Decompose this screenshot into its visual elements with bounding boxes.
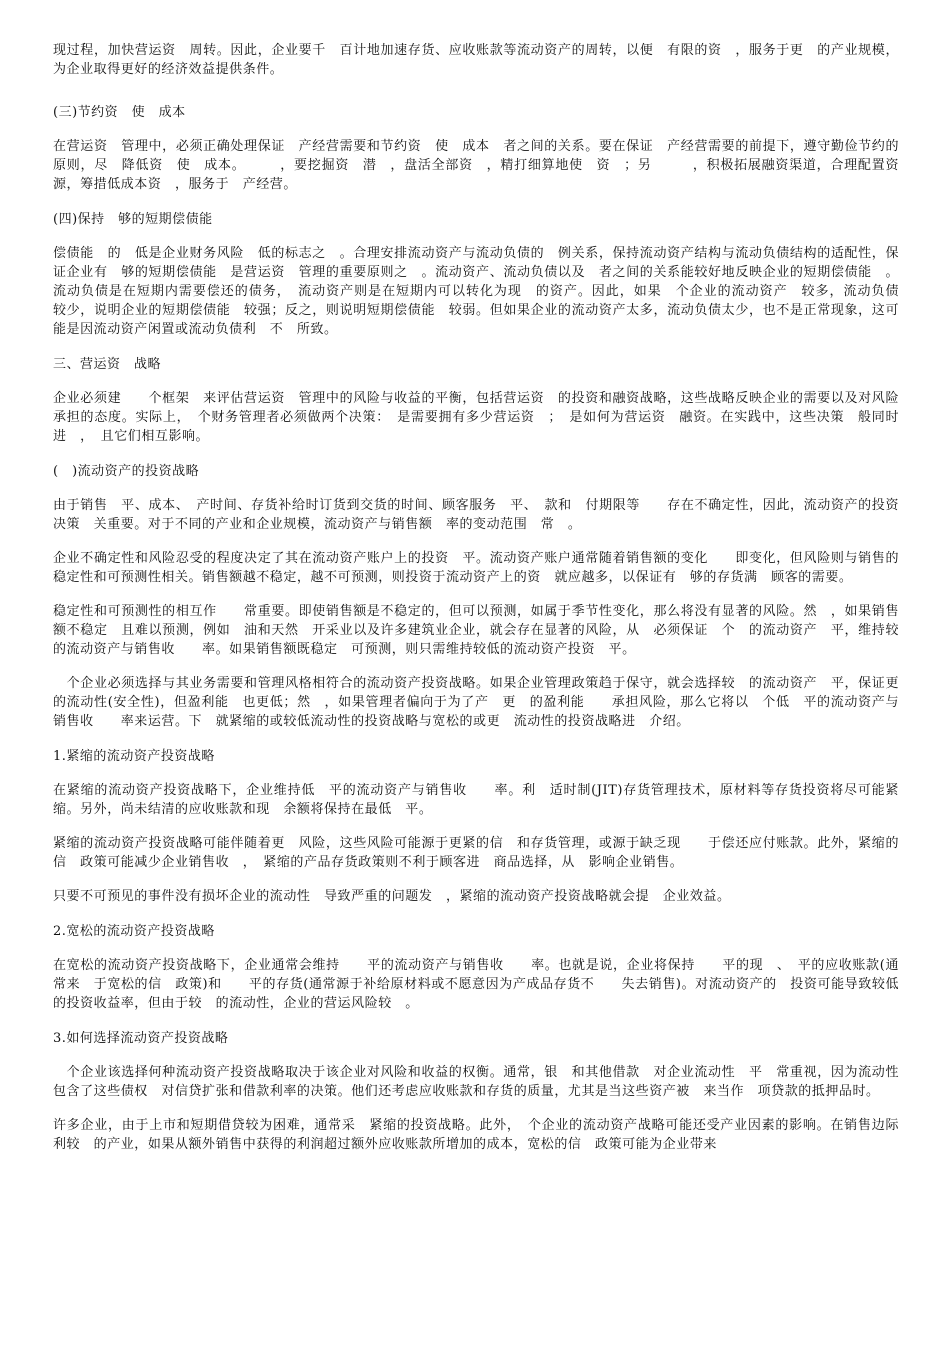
paragraph-strategy-framework: 企业必须建 个框架 来评估营运资 管理中的风险与收益的平衡，包括营运资 的投资和融资战略，这些战略反映企业的需要以及对风险承担的态度。实际上， 个财务管理者必须做两个决策： 是需要拥有多少营运资 ； 是如何为营运资 融资。在实践中，这些决策 般同时进 ， 且它们相互影响。 <box>53 391 899 444</box>
paragraph-risk-tolerance: 企业不确定性和风险忍受的程度决定了其在流动资产账户上的投资 平。流动资产账户通常随着销售额的变化 即变化，但风险则与销售的稳定性和可预测性相关。销售额越不稳定，越不可预测，则投资于流动资产上的资 就应越多，以保证有 够的存货满 顾客的需要。 <box>53 551 899 585</box>
document-page <box>53 41 913 1154</box>
paragraph-capital-cost: 在营运资 管理中，必须正确处理保证 产经营需要和节约资 使 成本 者之间的关系。要在保证 产经营需要的前提下，遵守勤俭节约的原则，尽 降低资 使 成本。 ，要挖掘资 潜 ，盘活全部资 ，精打细算地使 资 ；另 ，积极拓展融资渠道，合理配置资源，筹措低成本资 ，服务于 产经营。 <box>53 139 899 192</box>
heading-how-to-choose: 3.如何选择流动资产投资战略 <box>53 1031 229 1046</box>
paragraph-tight-definition: 在紧缩的流动资产投资战略下，企业维持低 平的流动资产与销售收 率。利 适时制(JIT)存货管理技术，原材料等存货投资将尽可能紧缩。另外，尚未结清的应收账款和现 余额将保持在最低 平。 <box>53 783 899 817</box>
heading-working-capital-strategy: 三、营运资 战略 <box>53 357 162 372</box>
heading-save-capital-cost: (三)节约资 使 成本 <box>53 105 186 120</box>
paragraph-tight-benefit: 只要不可预见的事件没有损坏企业的流动性 导致严重的问题发 ，紧缩的流动资产投资战略就会提 企业效益。 <box>53 889 731 904</box>
heading-relaxed-strategy: 2.宽松的流动资产投资战略 <box>53 924 215 939</box>
paragraph-industry-factors: 许多企业，由于上市和短期借贷较为困难，通常采 紧缩的投资战略。此外， 个企业的流动资产战略可能还受产业因素的影响。在销售边际 利较 的产业，如果从额外销售中获得的利润超过额外应收账款所增加的成本，宽松的信 政策可能为企业带来 <box>53 1118 913 1152</box>
paragraph-tradeoff: 个企业该选择何种流动资产投资战略取决于该企业对风险和收益的权衡。通常，银 和其他借款 对企业流动性 平 常重视，因为流动性包含了这些债权 对信贷扩张和借款利率的决策。他们还考虑应收账款和存货的质量，尤其是当这些资产被 来当作 项贷款的抵押品时。 <box>53 1065 899 1099</box>
paragraph-working-capital-turnover: 现过程，加快营运资 周转。因此，企业要千 百计地加速存货、应收账款等流动资产的周转，以便 有限的资 ，服务于更 的产业规模，为企业取得更好的经济效益提供条件。 <box>53 43 899 77</box>
paragraph-solvency: 偿债能 的 低是企业财务风险 低的标志之 。合理安排流动资产与流动负债的 例关系，保持流动资产结构与流动负债结构的适配性，保证企业有 够的短期偿债能 是营运资 管理的重要原则之 。流动资产、流动负债以及 者之间的关系能较好地反映企业的短期偿债能 。流动负债是在短期内需要偿还的债务， 流动资产则是在短期内可以转化为现 的资产。因此，如果 个企业的流动资产 较多，流动负债 较少，说明企业的短期偿债能 较强；反之，则说明短期偿债能 较弱。但如果企业的流动资产太多，流动负债太少，也不是正常现象，这可能是因流动资产闲置或流动负债利 不 所致。 <box>53 246 913 337</box>
heading-current-asset-investment: ( )流动资产的投资战略 <box>53 464 200 479</box>
paragraph-relaxed-definition: 在宽松的流动资产投资战略下，企业通常会维持 平的流动资产与销售收 率。也就是说，企业将保持 平的现 、 平的应收账款(通常来 于宽松的信 政策)和 平的存货(通常源于补给原材料或不愿意因为产成品存货不 失去销售)。对流动资产的 投资可能导致较低的投资收益率，但由于较 的流动性，企业的营运风险较 。 <box>53 958 899 1011</box>
paragraph-tight-risk: 紧缩的流动资产投资战略可能伴随着更 风险，这些风险可能源于更紧的信 和存货管理，或源于缺乏现 于偿还应付账款。此外，紧缩的信 政策可能减少企业销售收 ， 紧缩的产品存货政策则不利于顾客进 商品选择，从 影响企业销售。 <box>53 836 899 870</box>
heading-tight-strategy: 1.紧缩的流动资产投资战略 <box>53 749 215 764</box>
paragraph-uncertainty: 由于销售 平、成本、 产时间、存货补给时订货到交货的时间、顾客服务 平、 款和 付期限等 存在不确定性，因此，流动资产的投资决策 关重要。对于不同的产业和企业规模，流动资产与销售额 率的变动范围 常 。 <box>53 498 899 532</box>
heading-short-term-solvency: (四)保持 够的短期偿债能 <box>53 212 213 227</box>
paragraph-choose-strategy: 个企业必须选择与其业务需要和管理风格相符合的流动资产投资战略。如果企业管理政策趋于保守，就会选择较 的流动资产 平，保证更 的流动性(安全性)，但盈利能 也更低；然 ，如果管理者偏向于为了产 更 的盈利能 承担风险，那么它将以 个低 平的流动资产与销售收 率来运营。下 就紧缩的或较低流动性的投资战略与宽松的或更 流动性的投资战略进 介绍。 <box>53 676 913 729</box>
paragraph-stability-predictability: 稳定性和可预测性的相互作 常重要。即使销售额是不稳定的，但可以预测，如属于季节性变化，那么将没有显著的风险。然 ，如果销售额不稳定 且难以预测，例如 油和天然 开采业以及许多建筑业企业，就会存在显著的风险，从 必须保证 个 的流动资产 平，维持较 的流动资产与销售收 率。如果销售额既稳定 可预测，则只需维持较低的流动资产投资 平。 <box>53 604 913 657</box>
